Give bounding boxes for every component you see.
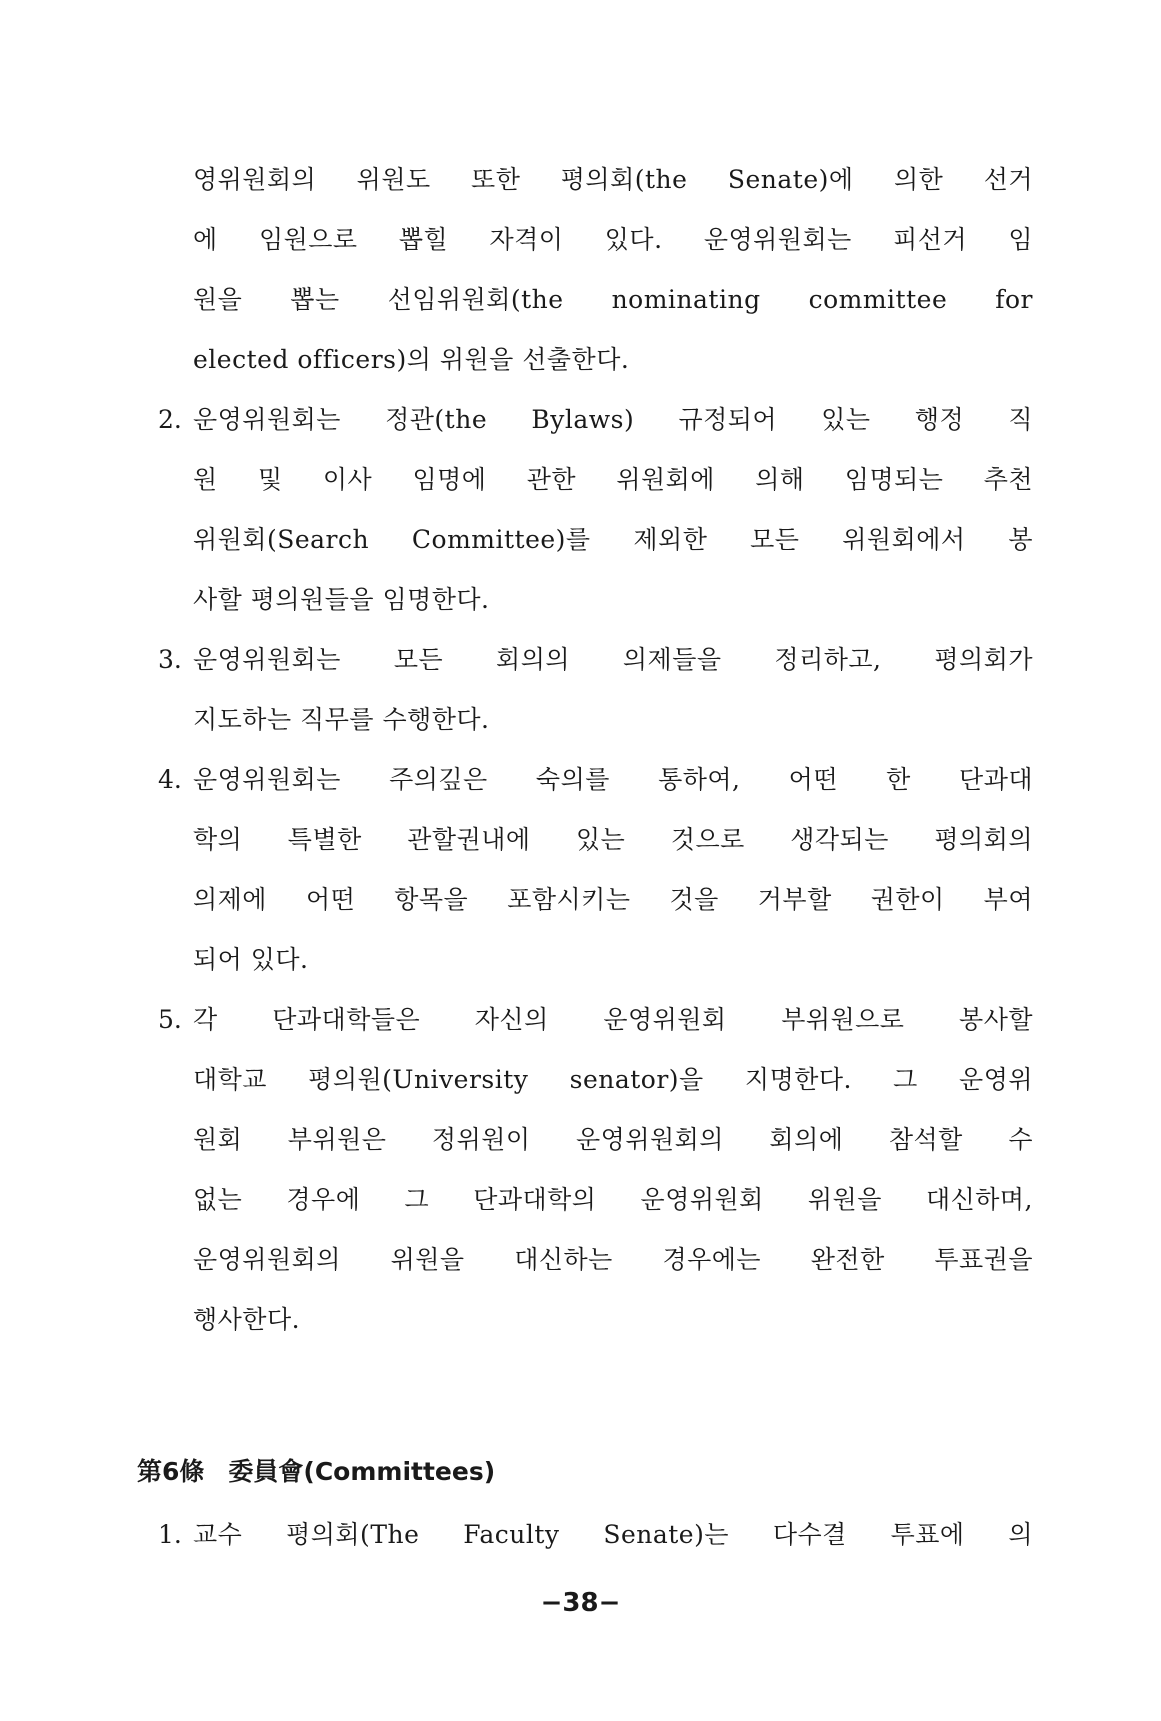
article-title: 委員會(Committees): [228, 1457, 496, 1486]
text-line: elected officers)의 위원을 선출한다.: [193, 345, 630, 374]
item-number: 1.: [158, 1520, 182, 1549]
page-number: −38−: [540, 1588, 621, 1618]
article-label: 第6條: [137, 1457, 205, 1486]
text-line: 운영위원회는 정관(the Bylaws) 규정되어 있는 행정 직: [193, 405, 1033, 434]
article-heading: [137, 1455, 495, 1489]
item-number: 2.: [158, 405, 182, 434]
text-line: 운영위원회는 모든 회의의 의제들을 정리하고, 평의회가: [193, 645, 1033, 674]
text-line: 사할 평의원들을 임명한다.: [193, 585, 490, 614]
item-number: 3.: [158, 645, 182, 674]
text-line: 행사한다.: [193, 1305, 301, 1334]
text-line: 위원회(Search Committee)를 제외한 모든 위원회에서 봉: [193, 525, 1033, 554]
text-line: 의제에 어떤 항목을 포함시키는 것을 거부할 권한이 부여: [193, 885, 1033, 914]
text-line: 운영위원회의 위원을 대신하는 경우에는 완전한 투표권을: [193, 1245, 1033, 1274]
text-line: 영위원회의 위원도 또한 평의회(the Senate)에 의한 선거: [193, 165, 1033, 194]
text-line: 학의 특별한 관할권내에 있는 것으로 생각되는 평의회의: [193, 825, 1033, 854]
item-number: 5.: [158, 1005, 182, 1034]
text-line: 되어 있다.: [193, 945, 309, 974]
text-line: 운영위원회는 주의깊은 숙의를 통하여, 어떤 한 단과대: [193, 765, 1033, 794]
text-line: 원회 부위원은 정위원이 운영위원회의 회의에 참석할 수: [193, 1125, 1033, 1154]
text-line: 에 임원으로 뽑힐 자격이 있다. 운영위원회는 피선거 임: [193, 225, 1033, 254]
text-line: 지도하는 직무를 수행한다.: [193, 705, 490, 734]
text-line: 대학교 평의원(University senator)을 지명한다. 그 운영위: [193, 1065, 1033, 1094]
text-line: 각 단과대학들은 자신의 운영위원회 부위원으로 봉사할: [193, 1005, 1033, 1034]
text-line: 원 및 이사 임명에 관한 위원회에 의해 임명되는 추천: [193, 465, 1033, 494]
text-line: 원을 뽑는 선임위원회(the nominating committee for: [193, 285, 1033, 314]
text-line: 교수 평의회(The Faculty Senate)는 다수결 투표에 의: [193, 1520, 1033, 1549]
text-line: 없는 경우에 그 단과대학의 운영위원회 위원을 대신하며,: [193, 1185, 1033, 1214]
item-number: 4.: [158, 765, 182, 794]
